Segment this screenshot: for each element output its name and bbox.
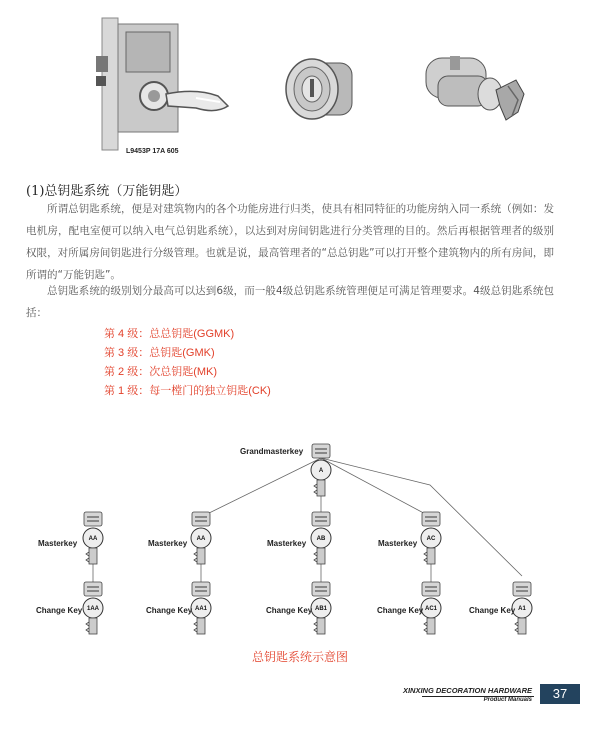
key-code: AA [88,536,98,542]
masterkey-label: Masterkey [38,539,78,548]
change-key-icon [311,582,331,634]
changekey-label: Change Key [146,606,193,615]
level-item: 第 4 级：总总钥匙(GGMK) [104,328,235,340]
level-item: 第 2 级：次总钥匙(MK) [104,366,218,378]
mortise-lock-caption: L9453P 17A 605 [126,148,179,155]
key-code: AB [316,536,326,542]
change-key-icon [83,582,103,634]
level-item: 第 3 级：总钥匙(GMK) [104,347,215,359]
master-key-icon [191,512,211,564]
key-code: 1AA [86,606,100,612]
master-key-icon [421,512,441,564]
brand-name: XINXING DECORATION HARDWARE [402,686,532,695]
masterkey-label: Masterkey [267,539,307,548]
mortise-lock-photo [96,10,236,160]
changekey-label: Change Key [266,606,313,615]
hierarchy-lines [93,458,522,585]
key-code: AC [426,536,436,542]
masterkey-label: Masterkey [148,539,188,548]
key-code: A [318,468,324,474]
grandmaster-label: Grandmasterkey [240,447,304,456]
change-key-icon [421,582,441,634]
key-levels-list [104,325,271,401]
changekey-label: Change Key [36,606,83,615]
master-key-icon [311,512,331,564]
page-footer [402,684,600,706]
change-key-icon [191,582,211,634]
key-code: A1 [518,606,526,612]
key-in-cylinder-photo [420,50,532,142]
changekey-label: Change Key [377,606,424,615]
page-number: 37 [540,684,580,704]
master-key-icon [83,512,103,564]
diagram-caption: 总钥匙系统示意图 [251,650,348,664]
changekey-label: Change Key [469,606,516,615]
key-code: AB1 [314,606,328,612]
intro-paragraph: 所谓总钥匙系统，便是对建筑物内的各个功能房进行归类，使具有相同特征的功能房纳入同一系统（例如：发电机房，配电室便可以纳入电气总钥匙系统），以达到对房间钥匙进行分类管理的目的。然后再根据管理者的级别权限，对所属房间钥匙进行分级管理。也就是说，最高管理者的“总总钥匙”可以打开整个建筑物内的所有房间，即所谓的“万能钥匙”。 [26,203,554,281]
master-key-diagram [0,425,600,640]
lock-cylinder-photo [282,55,364,127]
product-manuals-label: Product Manuals [483,697,532,703]
levels-intro-paragraph: 总钥匙系统的级别划分最高可以达到6级，而一般4级总钥匙系统管理便足可满足管理要求。4级总钥匙系统包括： [26,285,554,319]
level-item: 第 1 级：每一樘门的独立钥匙(CK) [104,385,271,397]
masterkey-label: Masterkey [378,539,418,548]
key-code: AC1 [424,606,438,612]
section-title: (1)总钥匙系统（万能钥匙） [26,184,188,199]
grandmaster-key-icon [311,444,331,496]
key-code: AA [196,536,206,542]
key-code: AA1 [194,606,208,612]
